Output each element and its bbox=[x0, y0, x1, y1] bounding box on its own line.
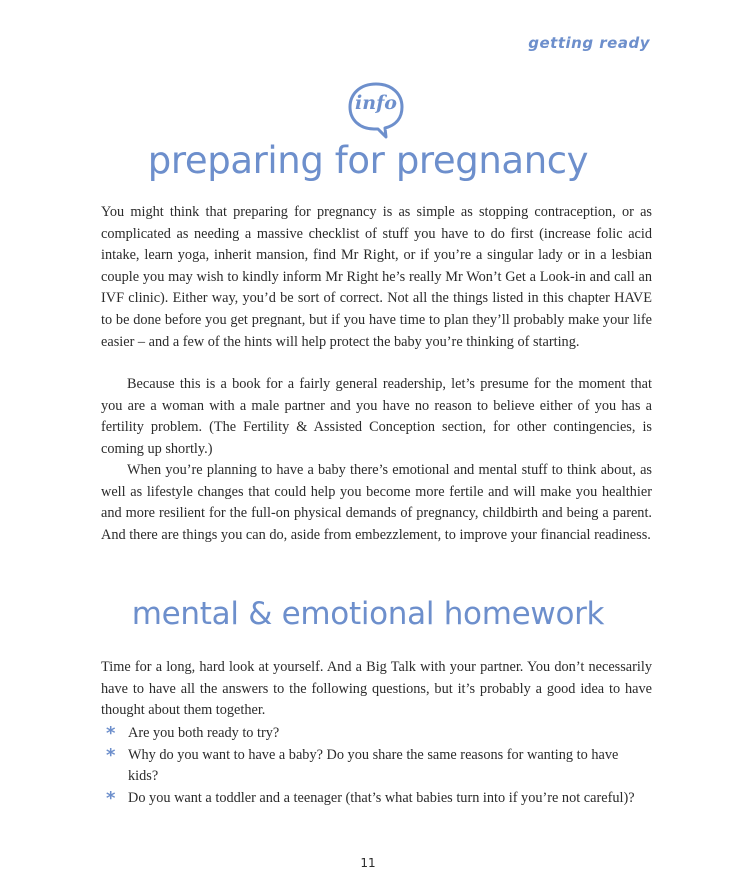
paragraph-1: You might think that preparing for pregnancy is as simple as stopping contraception, or as complicated as needing a massive checklist of stuff you have to do first (increase folic acid intake, learn yoga, inherit mansion, find Mr Right, or if you’re a singular lady or in a lesbian couple you may wish to kindly inform Mr Right he’s really Mr Won’t Get a Look-in and call an IVF clinic). Either way, you’d be sort of correct. Not all the things listed in this chapter HAVE to be done before you get pregnant, but if you have time to plan they’ll probably make your life easier – and a few of the hints will help protect the baby you’re thinking of starting. bbox=[101, 204, 652, 350]
section-intro: Time for a long, hard look at yourself. And a Big Talk with your partner. You don’t necessarily have to have all the answers to the following questions, but it’s probably a good idea to have thought about them together. bbox=[101, 659, 652, 719]
list-item bbox=[101, 788, 652, 810]
paragraph-3: When you’re planning to have a baby there’s emotional and mental stuff to think about, as well as lifestyle changes that could help you become more fertile and will make you healthier and more resilient for the full-on physical demands of pregnancy, childbirth and being a parent. And there are things you can do, aside from embezzlement, to improve your financial readiness. bbox=[101, 462, 652, 543]
asterisk-bullet-icon: * bbox=[106, 787, 116, 809]
page-number: 11 bbox=[360, 856, 376, 870]
question-list bbox=[101, 723, 652, 809]
page-title: preparing for pregnancy bbox=[147, 139, 589, 182]
info-label: info bbox=[355, 92, 397, 114]
asterisk-bullet-icon: * bbox=[106, 723, 116, 744]
list-item bbox=[101, 723, 652, 745]
paragraph-2: Because this is a book for a fairly general readership, let’s presume for the moment that you are a woman with a male partner and you have no reason to believe either of you has a fertility problem. (The Fertility & Assisted Conception section, for other contingencies, is coming up shortly.) bbox=[101, 376, 652, 457]
list-item-text: Are you both ready to try? bbox=[128, 725, 280, 741]
running-head: getting ready bbox=[528, 34, 650, 52]
info-badge bbox=[344, 78, 408, 140]
list-item bbox=[101, 745, 652, 788]
list-item-text: Do you want a toddler and a teenager (that’s what babies turn into if you’re not careful)? bbox=[128, 789, 635, 806]
asterisk-bullet-icon: * bbox=[106, 744, 116, 766]
list-item-text: Why do you want to have a baby? Do you share the same reasons for wanting to have kids? bbox=[128, 746, 619, 785]
section-heading: mental & emotional homework bbox=[131, 596, 605, 632]
